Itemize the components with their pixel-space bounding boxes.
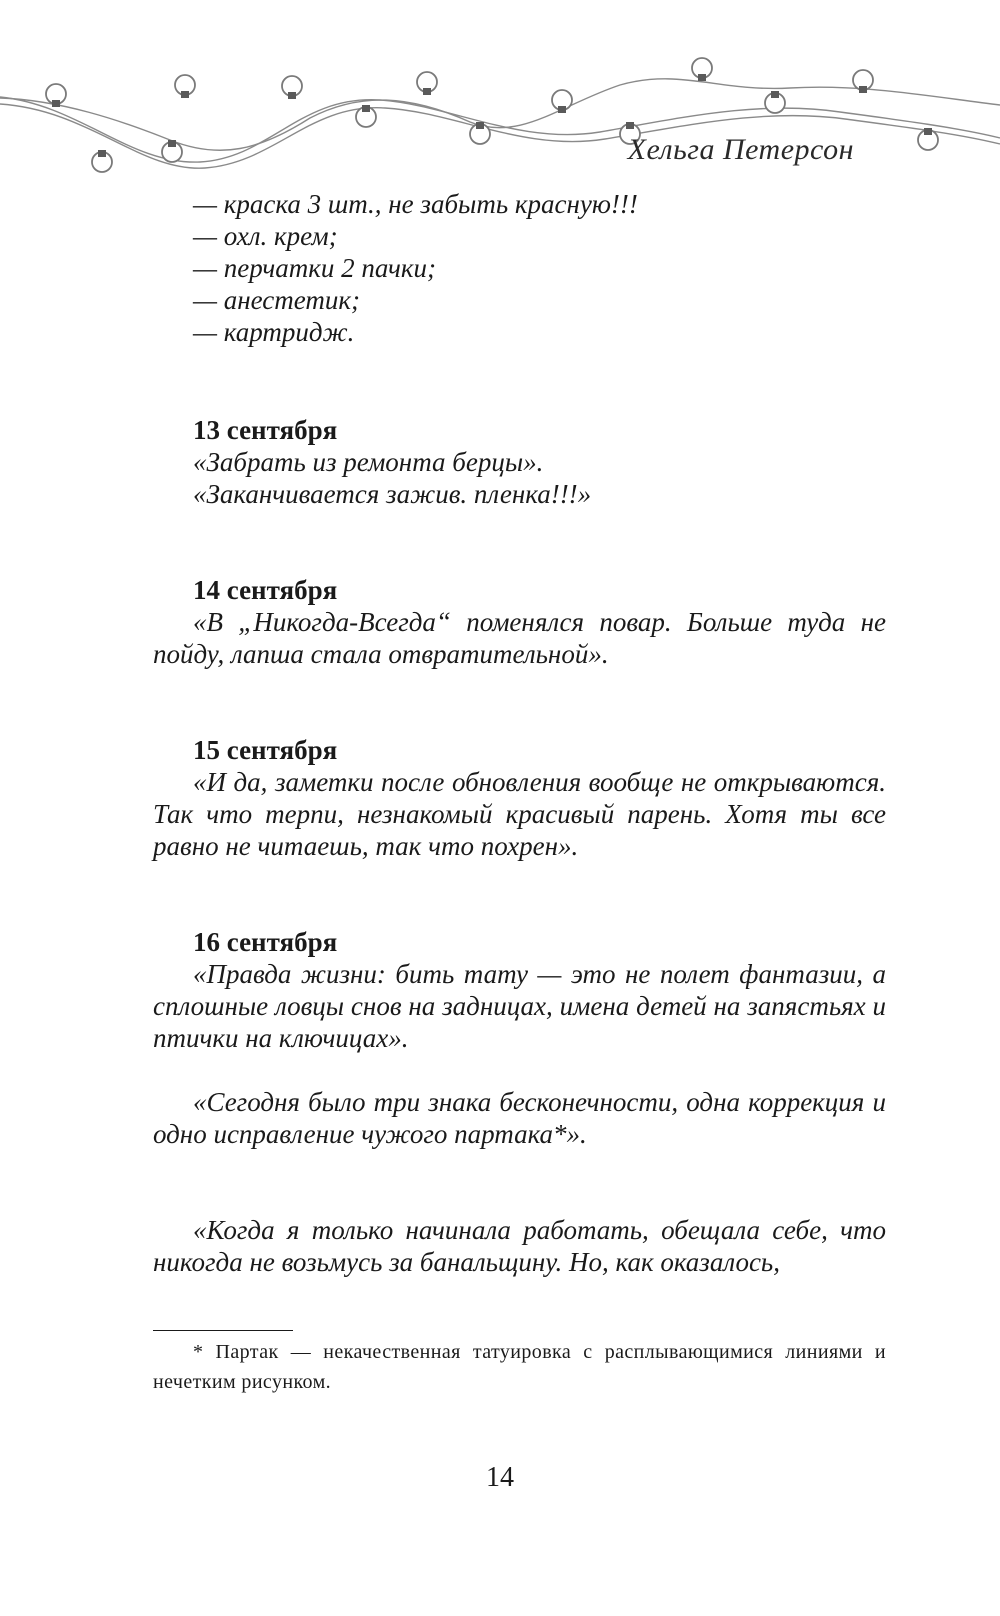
- diary-entry-13: [153, 414, 886, 510]
- entry-date: 15 сентября: [193, 735, 338, 765]
- entry-text: «В „Никогда-Всегда“ поменялся повар. Больше туда не пойду, лапша стала отвратительной».: [153, 607, 886, 669]
- shopping-list: [193, 188, 886, 348]
- entry-line: «Забрать из ремонта берцы».: [193, 447, 544, 477]
- page-number: 14: [486, 1462, 514, 1493]
- footnote-divider: [153, 1330, 293, 1331]
- entry-date: 13 сентября: [193, 415, 338, 445]
- list-item: — перчатки 2 пачки;: [193, 253, 437, 283]
- list-item: — анестетик;: [193, 285, 361, 315]
- entry-text: «Сегодня было три знака бесконечности, одна коррекция и одно исправление чужого партака*».: [153, 1087, 886, 1149]
- entry-text: «Когда я только начинала работать, обещала себе, что никогда не возьмусь за банальщину. Но, как оказалось,: [153, 1215, 886, 1277]
- diary-entry-14: [153, 574, 886, 670]
- list-item: — охл. крем;: [193, 221, 338, 251]
- page-body: [153, 188, 886, 1278]
- running-head-author: Хельга Петерсон: [627, 133, 854, 166]
- entry-text: «И да, заметки после обновления вообще не открываются. Так что терпи, незнакомый красивый парень. Хотя ты все равно не читаешь, так что похрен».: [153, 767, 886, 861]
- diary-entry-15: [153, 734, 886, 862]
- page-header: [0, 0, 1000, 195]
- entry-date: 16 сентября: [193, 927, 338, 957]
- entry-date: 14 сентября: [193, 575, 338, 605]
- entry-line: «Заканчивается зажив. пленка!!!»: [193, 479, 592, 509]
- entry-text: «Правда жизни: бить тату — это не полет фантазии, а сплошные ловцы снов на задницах, имена детей на запястьях и птички на ключицах».: [153, 959, 886, 1053]
- footnote: * Партак — некачественная татуировка с расплывающимися линиями и нечетким рисунком.: [153, 1341, 886, 1393]
- diary-entry-16: [153, 926, 886, 1278]
- list-item: — краска 3 шт., не забыть красную!!!: [193, 189, 638, 219]
- list-item: — картридж.: [193, 317, 355, 347]
